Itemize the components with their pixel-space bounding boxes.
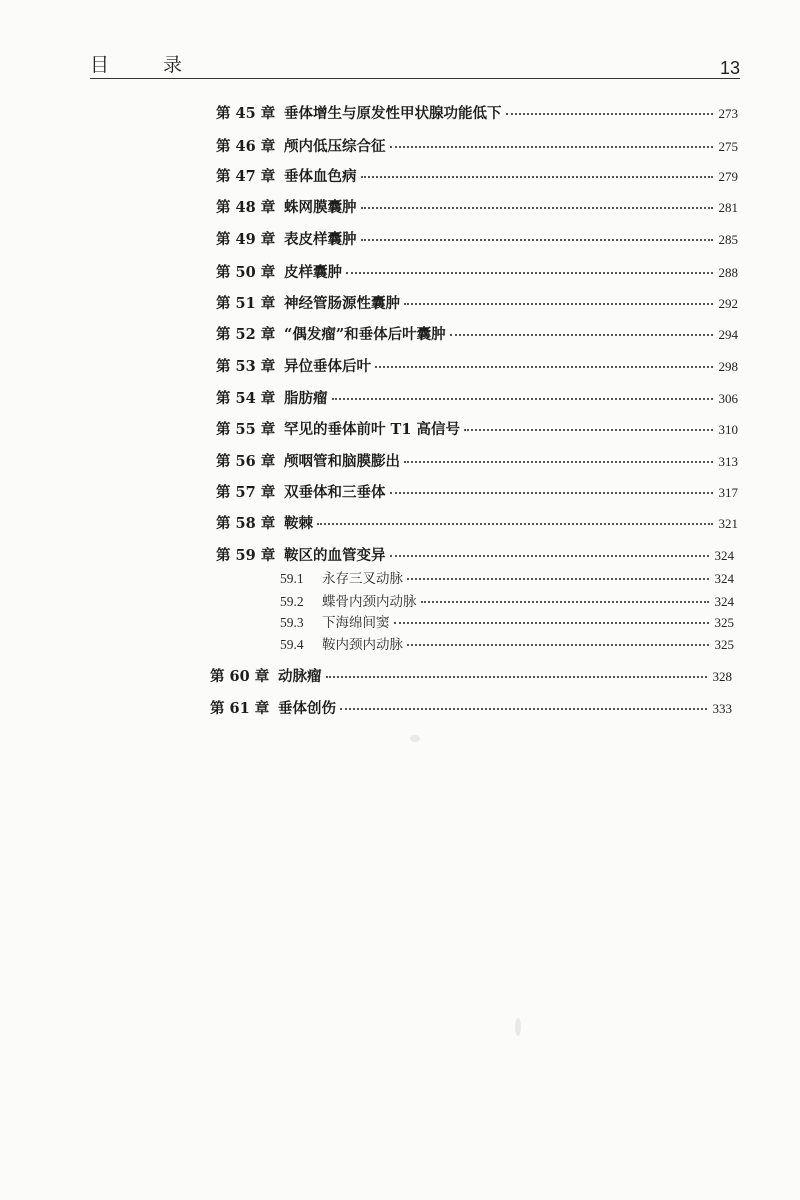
entry-page: 325 (714, 615, 734, 630)
toc-entry-chapter-58[interactable] (216, 512, 738, 533)
toc-entry-chapter-59[interactable] (216, 544, 734, 565)
dot-leader (390, 145, 713, 148)
entry-title: 垂体增生与原发性甲状腺功能低下 (284, 105, 502, 122)
toc-entry-chapter-55[interactable] (216, 418, 738, 439)
toc-entry-section-59-4[interactable] (280, 633, 734, 653)
chapter-number: 第 50 章 (216, 264, 276, 281)
toc-entry-chapter-45[interactable] (216, 102, 738, 123)
section-number: 59.1 (280, 571, 304, 586)
dot-leader (361, 206, 713, 209)
chapter-number: 第 60 章 (210, 668, 270, 685)
toc-entry-section-59-2[interactable] (280, 590, 734, 610)
toc-entry-chapter-61[interactable] (210, 697, 732, 718)
entry-title: 罕见的垂体前叶 T1 高信号 (284, 421, 460, 438)
toc-entry-chapter-57[interactable] (216, 481, 738, 502)
dot-leader (326, 675, 707, 678)
entry-title: 表皮样囊肿 (284, 231, 357, 248)
entry-page: 313 (718, 454, 738, 469)
entry-title: 异位垂体后叶 (284, 358, 371, 375)
page-smudge (410, 735, 420, 742)
running-head (90, 48, 740, 79)
entry-page: 306 (718, 391, 738, 406)
chapter-number: 第 61 章 (210, 700, 270, 717)
entry-page: 279 (718, 169, 738, 184)
page-number: 13 (719, 58, 740, 78)
entry-title: 垂体创伤 (278, 700, 336, 717)
dot-leader (394, 621, 709, 624)
page-smudge (515, 1018, 521, 1036)
toc-entry-chapter-54[interactable] (216, 387, 738, 408)
toc-entry-chapter-48[interactable] (216, 196, 738, 217)
chapter-number: 第 54 章 (216, 390, 276, 407)
entry-title: 颅咽管和脑膜膨出 (284, 453, 400, 470)
dot-leader (340, 707, 707, 710)
dot-leader (317, 522, 713, 525)
entry-page: 321 (718, 516, 738, 531)
dot-leader (407, 577, 709, 580)
entry-title: 鞍区的血管变异 (284, 547, 386, 564)
entry-page: 288 (718, 265, 738, 280)
toc-entry-section-59-3[interactable] (280, 611, 734, 631)
dot-leader (506, 112, 713, 115)
entry-title: 脂肪瘤 (284, 390, 328, 407)
section-number: 59.4 (280, 637, 304, 652)
entry-title: 垂体血色病 (284, 168, 357, 185)
entry-page: 324 (714, 548, 734, 563)
chapter-number: 第 52 章 (216, 326, 276, 343)
entry-title: 蛛网膜囊肿 (284, 199, 357, 216)
entry-page: 325 (714, 637, 734, 652)
entry-page: 294 (718, 327, 738, 342)
toc-entry-chapter-50[interactable] (216, 261, 738, 282)
dot-leader (421, 600, 709, 603)
chapter-number: 第 49 章 (216, 231, 276, 248)
entry-title: 下海绵间窦 (322, 615, 390, 631)
dot-leader (464, 428, 713, 431)
chapter-number: 第 57 章 (216, 484, 276, 501)
chapter-number: 第 48 章 (216, 199, 276, 216)
toc-entry-chapter-47[interactable] (216, 165, 738, 186)
toc-entry-chapter-51[interactable] (216, 292, 738, 313)
entry-title: 皮样囊肿 (284, 264, 342, 281)
chapter-number: 第 55 章 (216, 421, 276, 438)
chapter-number: 第 47 章 (216, 168, 276, 185)
chapter-number: 第 51 章 (216, 295, 276, 312)
dot-leader (407, 643, 709, 646)
entry-title: 动脉瘤 (278, 668, 322, 685)
dot-leader (404, 302, 713, 305)
entry-page: 333 (712, 701, 732, 716)
chapter-number: 第 53 章 (216, 358, 276, 375)
entry-page: 328 (712, 669, 732, 684)
dot-leader (346, 271, 713, 274)
entry-page: 285 (718, 232, 738, 247)
chapter-number: 第 56 章 (216, 453, 276, 470)
toc-entry-chapter-56[interactable] (216, 450, 738, 471)
entry-page: 324 (714, 594, 734, 609)
entry-title: “偶发瘤”和垂体后叶囊肿 (284, 326, 446, 343)
entry-title: 颅内低压综合征 (284, 138, 386, 155)
entry-page: 275 (718, 139, 738, 154)
toc-entry-chapter-46[interactable] (216, 135, 738, 156)
entry-title: 神经管肠源性囊肿 (284, 295, 400, 312)
entry-page: 317 (718, 485, 738, 500)
dot-leader (390, 491, 713, 494)
chapter-number: 第 45 章 (216, 105, 276, 122)
dot-leader (375, 365, 713, 368)
entry-title: 鞍棘 (284, 515, 313, 532)
entry-page: 281 (718, 200, 738, 215)
toc-entry-section-59-1[interactable] (280, 567, 734, 587)
dot-leader (361, 175, 713, 178)
toc-entry-chapter-53[interactable] (216, 355, 738, 376)
toc-entry-chapter-52[interactable] (216, 323, 738, 344)
running-title: 目 录 (90, 54, 207, 76)
section-number: 59.2 (280, 594, 304, 609)
chapter-number: 第 58 章 (216, 515, 276, 532)
dot-leader (404, 460, 713, 463)
entry-title: 双垂体和三垂体 (284, 484, 386, 501)
entry-page: 310 (718, 422, 738, 437)
entry-page: 324 (714, 571, 734, 586)
section-number: 59.3 (280, 615, 304, 630)
dot-leader (390, 554, 709, 557)
toc-entry-chapter-60[interactable] (210, 665, 732, 686)
dot-leader (361, 238, 713, 241)
toc-entry-chapter-49[interactable] (216, 228, 738, 249)
entry-title: 蝶骨内颈内动脉 (322, 594, 417, 610)
dot-leader (332, 397, 713, 400)
chapter-number: 第 46 章 (216, 138, 276, 155)
entry-page: 273 (718, 106, 738, 121)
entry-title: 永存三叉动脉 (322, 571, 403, 587)
dot-leader (450, 333, 713, 336)
entry-page: 292 (718, 296, 738, 311)
entry-page: 298 (718, 359, 738, 374)
entry-title: 鞍内颈内动脉 (322, 637, 403, 653)
chapter-number: 第 59 章 (216, 547, 276, 564)
